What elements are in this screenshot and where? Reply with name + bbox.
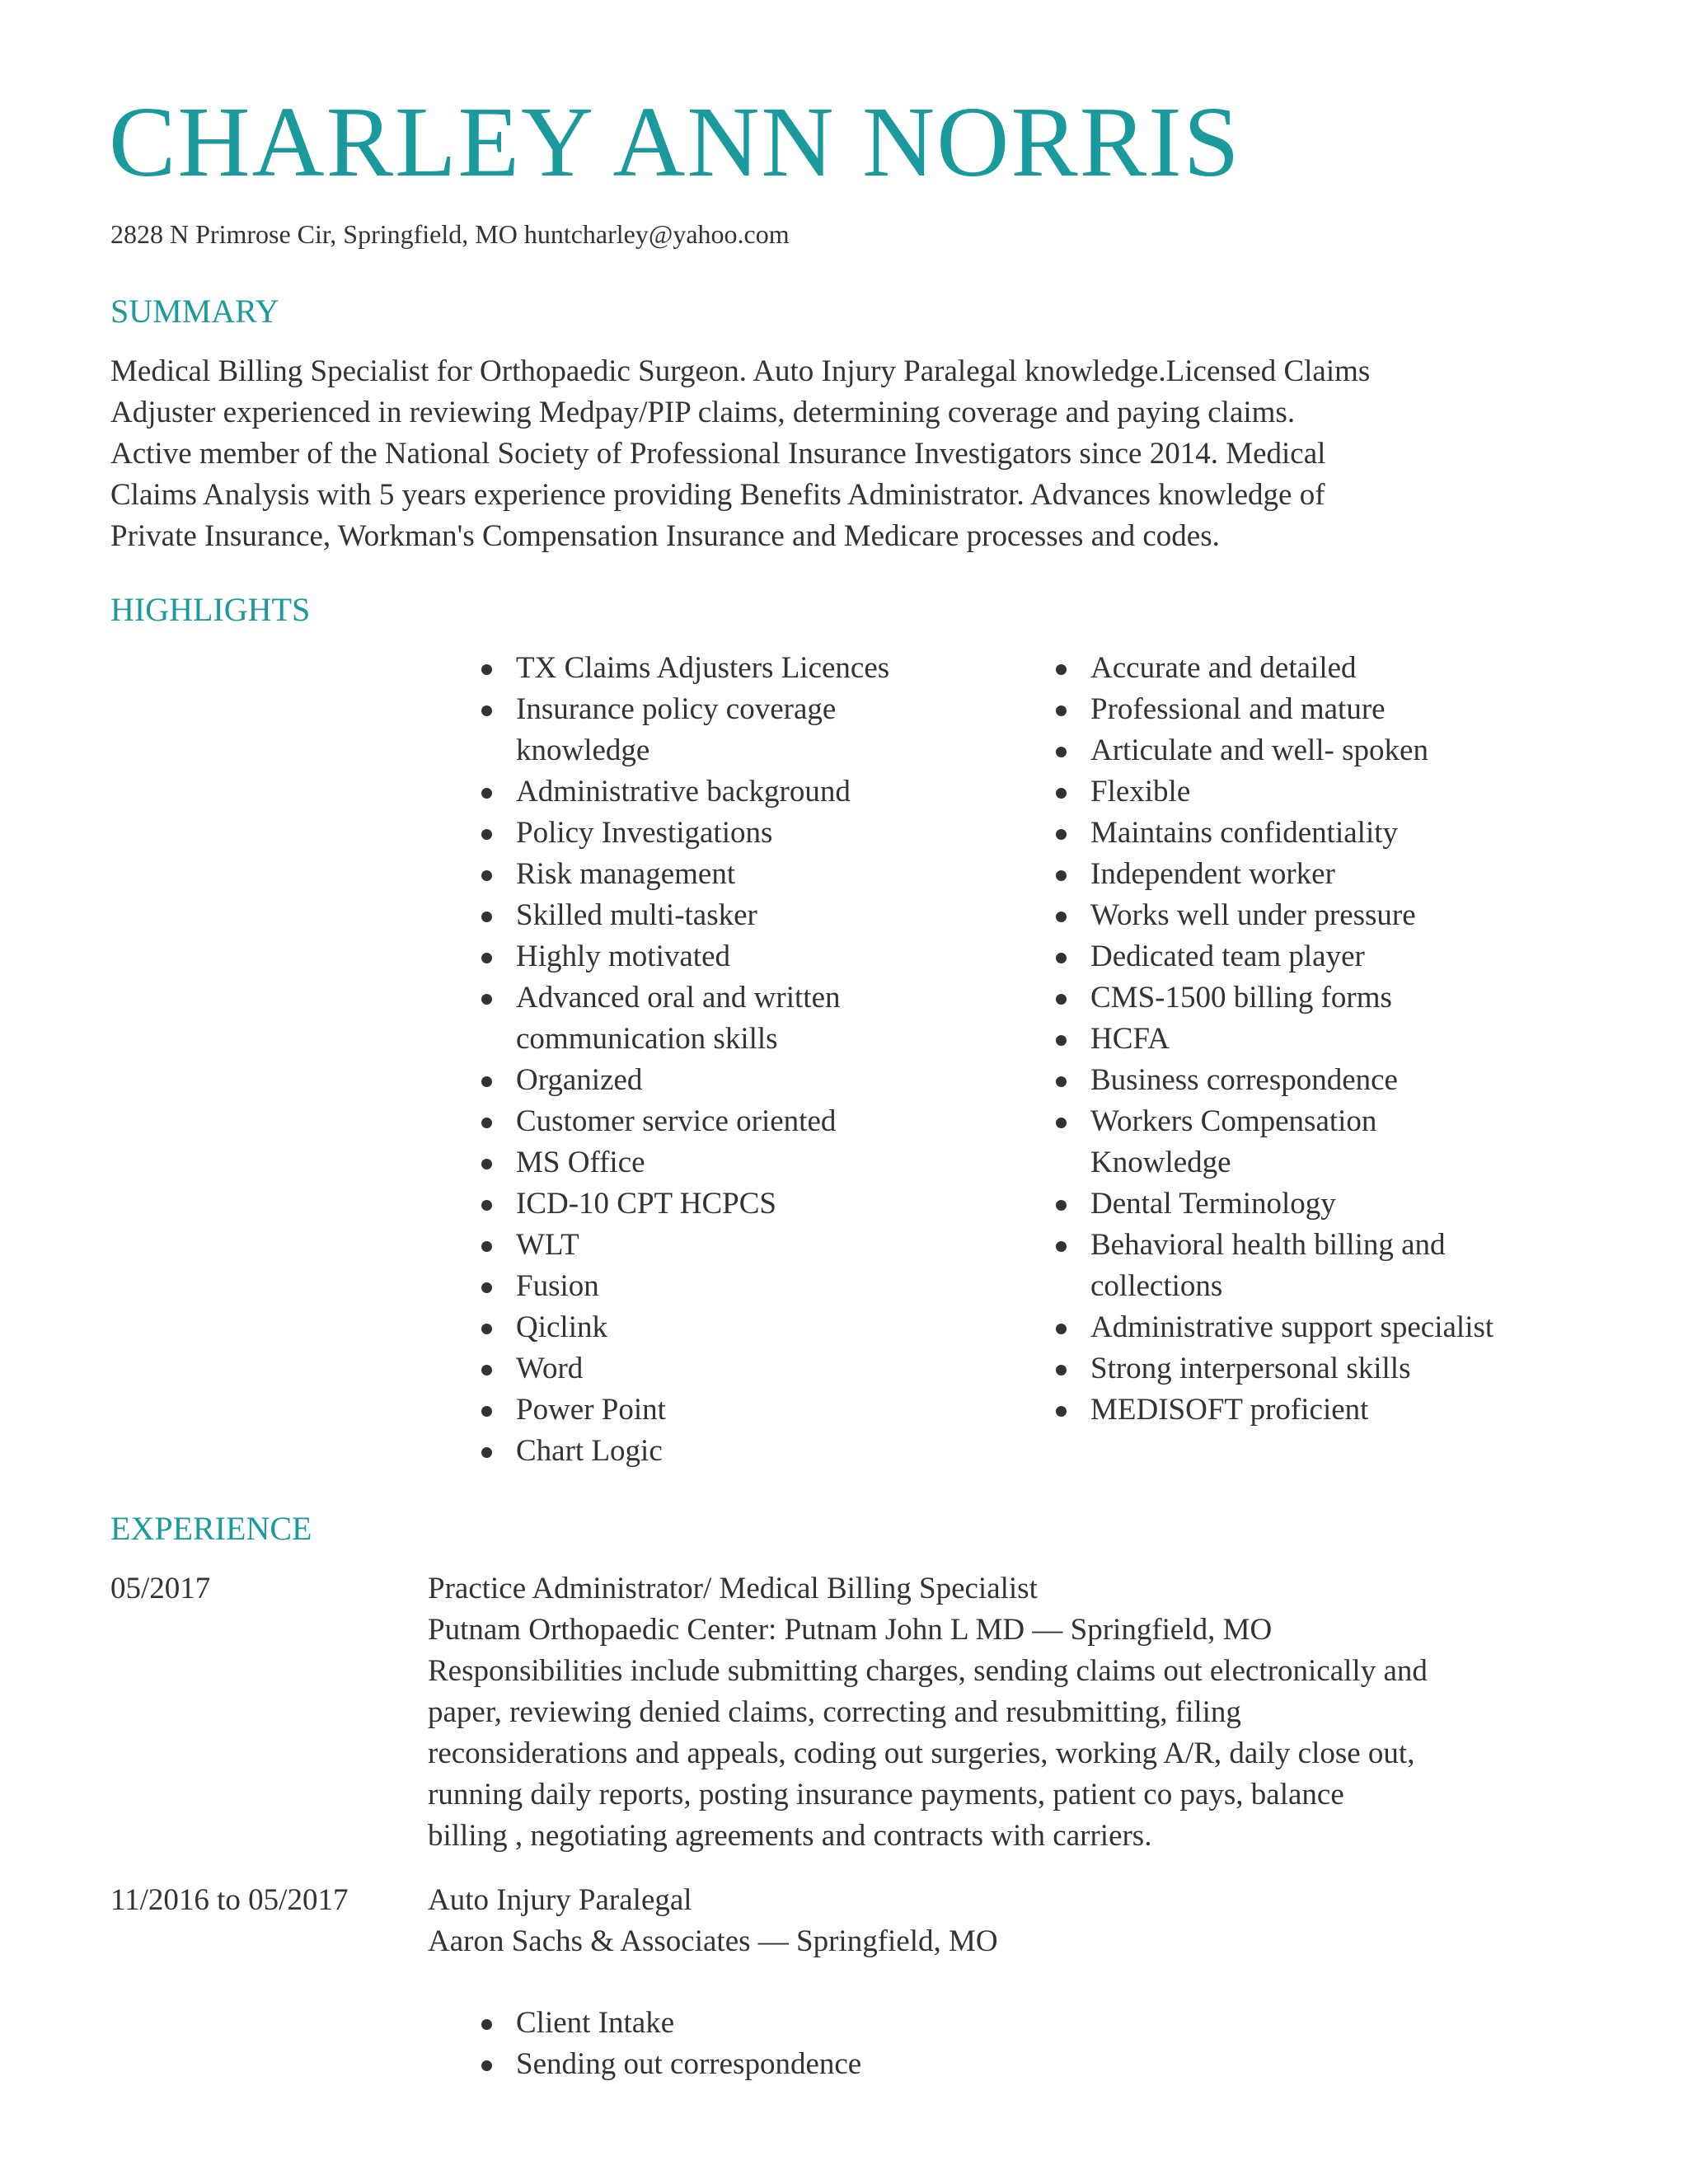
highlight-text: TX Claims Adjusters Licences [516,651,890,685]
highlight-text: Professional and mature [1090,692,1386,726]
bullet-icon [481,1282,492,1293]
bullet-icon [481,1365,492,1376]
list-item [516,1060,889,1101]
job-employer: Putnam Orthopaedic Center: Putnam John L MD — Springfield, MO [428,1613,1273,1647]
list-item [516,1390,889,1431]
candidate-name: CHARLEY ANN NORRIS [109,87,1241,198]
bullet-icon [481,912,492,922]
bullet-icon [481,1118,492,1128]
highlight-text: WLT [516,1228,579,1262]
bullet-icon [481,870,492,881]
bullet-icon [481,1241,492,1252]
list-item [516,771,889,813]
highlights-heading: HIGHLIGHTS [110,591,311,628]
bullet-icon [481,1406,492,1417]
summary-line: Adjuster experienced in reviewing Medpay/PIP claims, determining coverage and paying claims. [110,396,1296,429]
bullet-icon [1056,829,1067,840]
summary-heading: SUMMARY [110,293,279,330]
summary-line: Medical Billing Specialist for Orthopaedic Surgeon. Auto Injury Paralegal knowledge.Licensed Claims [110,354,1371,388]
bullet-icon [1056,912,1067,922]
highlight-text: Customer service oriented [516,1104,837,1138]
job-title: Auto Injury Paralegal [428,1883,692,1917]
highlight-text: Business correspondence [1090,1063,1398,1097]
bullet-icon [481,1076,492,1087]
list-item [516,689,889,771]
job-details [428,1880,998,1962]
highlight-text: Advanced oral and written [516,981,841,1015]
bullet-icon [1056,705,1067,716]
job-details [428,1568,1428,1857]
list-item [516,1225,889,1266]
job-title: Practice Administrator/ Medical Billing Specialist [428,1572,1038,1605]
job-description-line: running daily reports, posting insurance payments, patient co pays, balance [428,1778,1344,1811]
bullet-icon [481,2060,492,2071]
bullet-icon [1056,747,1067,757]
job-date: 11/2016 to 05/2017 [110,1883,349,1917]
list-item [516,2003,861,2044]
highlight-text: Independent worker [1090,857,1335,891]
experience-heading: EXPERIENCE [110,1510,312,1547]
list-item [1090,977,1493,1019]
list-item [516,1431,889,1472]
highlight-text: CMS-1500 billing forms [1090,981,1392,1015]
highlights-right-list [1090,648,1493,1431]
bullet-icon [481,1159,492,1169]
highlight-text: Administrative background [516,775,851,808]
list-item [1090,730,1493,771]
list-item [1090,1183,1493,1225]
highlight-text: Policy Investigations [516,816,773,850]
list-item [516,648,889,689]
highlight-text: Skilled multi-tasker [516,898,757,932]
bullet-icon [1056,1200,1067,1211]
list-item [1090,648,1493,689]
summary-text [110,351,1594,557]
list-item [516,2044,861,2085]
list-item [1090,936,1493,977]
list-item [516,895,889,936]
highlight-text: Risk management [516,857,736,891]
list-item [1090,854,1493,895]
bullet-icon [1056,1324,1067,1334]
highlight-text: HCFA [1090,1022,1170,1056]
list-item [516,1101,889,1142]
list-item [1090,1390,1493,1431]
bullet-icon [1056,788,1067,799]
bullet-icon [1056,1406,1067,1417]
highlight-text: Accurate and detailed [1090,651,1357,685]
list-item [1090,689,1493,730]
highlight-text: Qiclink [516,1310,607,1344]
highlight-text: MS Office [516,1146,645,1179]
highlight-text: Behavioral health billing and [1090,1228,1446,1262]
list-item [1090,1307,1493,1348]
bullet-icon [481,705,492,716]
bullet-icon [481,788,492,799]
highlight-text: collections [1090,1269,1223,1303]
list-item [1090,895,1493,936]
highlight-text: Dental Terminology [1090,1187,1336,1221]
list-item [1090,1348,1493,1390]
bullet-icon [1056,1076,1067,1087]
list-item [1090,1019,1493,1060]
bullet-icon [481,2019,492,2030]
list-item [1090,813,1493,854]
summary-line: Private Insurance, Workman's Compensation Insurance and Medicare processes and codes. [110,519,1220,553]
highlight-text: Power Point [516,1393,666,1427]
list-item [516,1142,889,1183]
bullet-icon [481,953,492,963]
highlight-text: MEDISOFT proficient [1090,1393,1369,1427]
list-item [516,1266,889,1307]
bullet-icon [1056,1118,1067,1128]
highlight-text: knowledge [516,733,650,767]
duty-text: Sending out correspondence [516,2047,862,2081]
bullet-icon [1056,994,1067,1005]
job-description-line: billing , negotiating agreements and contracts with carriers. [428,1819,1152,1853]
job-date: 05/2017 [110,1572,211,1605]
list-item [516,813,889,854]
list-item [516,977,889,1060]
highlight-text: Knowledge [1090,1146,1231,1179]
list-item [516,854,889,895]
highlights-left-list [516,648,889,1472]
bullet-icon [481,1447,492,1458]
bullet-icon [481,1324,492,1334]
job-description-line: reconsiderations and appeals, coding out surgeries, working A/R, daily close out, [428,1736,1415,1770]
highlight-text: Works well under pressure [1090,898,1416,932]
highlight-text: ICD-10 CPT HCPCS [516,1187,776,1221]
highlight-text: Dedicated team player [1090,940,1365,973]
summary-line: Active member of the National Society of Professional Insurance Investigators since 2014. Medical [110,437,1326,471]
highlight-text: Articulate and well- spoken [1090,733,1428,767]
highlight-text: Maintains confidentiality [1090,816,1398,850]
job-duties-list [516,2003,861,2085]
highlight-text: Administrative support specialist [1090,1310,1494,1344]
list-item [1090,1101,1493,1183]
highlight-text: Workers Compensation [1090,1104,1377,1138]
bullet-icon [1056,953,1067,963]
list-item [516,1348,889,1390]
bullet-icon [1056,1241,1067,1252]
highlight-text: Fusion [516,1269,599,1303]
highlight-text: Strong interpersonal skills [1090,1352,1411,1385]
job-description-line: Responsibilities include submitting charges, sending claims out electronically and [428,1654,1428,1688]
highlight-text: Insurance policy coverage [516,692,837,726]
job-employer: Aaron Sachs & Associates — Springfield, MO [428,1924,998,1958]
job-description-line: paper, reviewing denied claims, correcting and resubmitting, filing [428,1695,1241,1729]
bullet-icon [481,664,492,675]
duty-text: Client Intake [516,2006,675,2040]
list-item [516,936,889,977]
bullet-icon [1056,870,1067,881]
bullet-icon [1056,664,1067,675]
bullet-icon [1056,1035,1067,1046]
contact-info: 2828 N Primrose Cir, Springfield, MO huntcharley@yahoo.com [110,219,790,249]
highlight-text: Flexible [1090,775,1191,808]
highlight-text: Word [516,1352,584,1385]
highlight-text: Chart Logic [516,1434,663,1468]
summary-line: Claims Analysis with 5 years experience providing Benefits Administrator. Advances knowledge of [110,478,1325,512]
list-item [1090,771,1493,813]
list-item [516,1183,889,1225]
list-item [516,1307,889,1348]
bullet-icon [481,1200,492,1211]
highlight-text: Highly motivated [516,940,730,973]
bullet-icon [1056,1365,1067,1376]
bullet-icon [481,994,492,1005]
list-item [1090,1060,1493,1101]
list-item [1090,1225,1493,1307]
highlight-text: communication skills [516,1022,778,1056]
bullet-icon [481,829,492,840]
highlight-text: Organized [516,1063,643,1097]
